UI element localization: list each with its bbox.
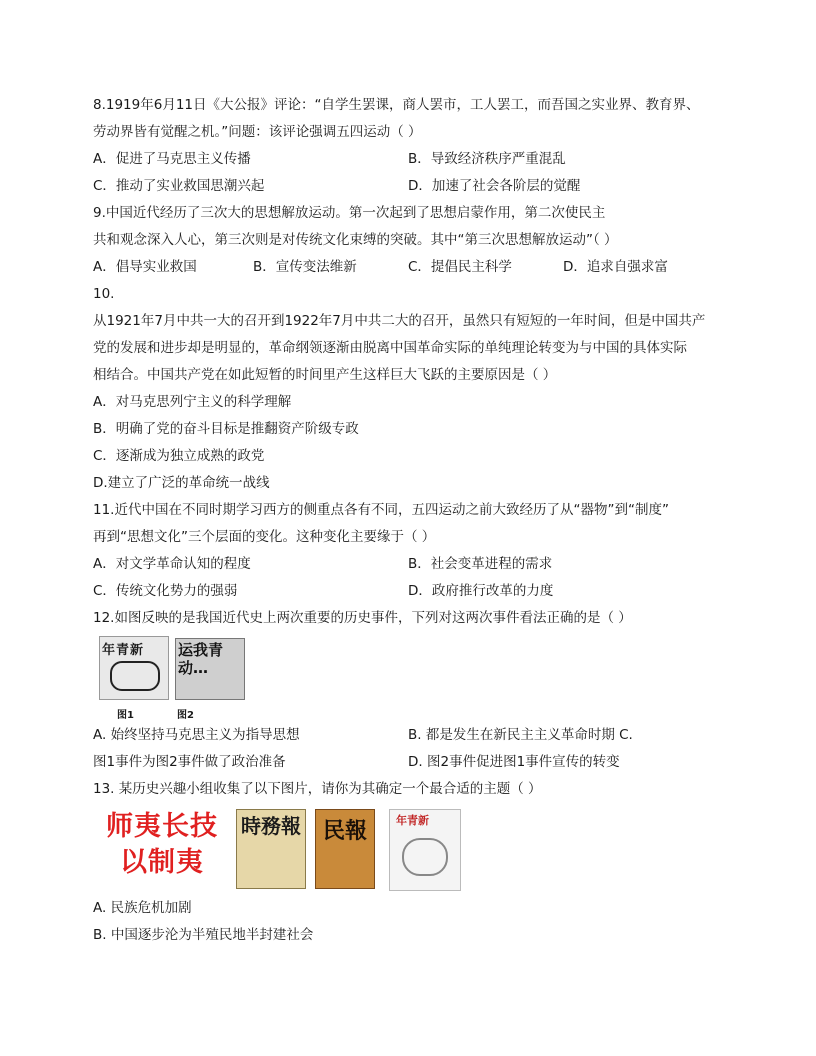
new-youth-emblem	[402, 838, 448, 876]
question-8-stem-line1: 8.1919年6月11日《大公报》评论：“自学生罢课，商人罢市，工人罢工，而吾国之实业界、教育界、	[93, 97, 700, 113]
question-11-stem-line1: 11.近代中国在不同时期学习西方的侧重点各有不同，五四运动之前大致经历了从“器物”到“制度”	[93, 502, 669, 518]
question-8	[93, 92, 733, 200]
question-9-option-d[interactable]: D．追求自强求富	[563, 259, 668, 275]
question-11-option-b[interactable]: B．社会变革进程的需求	[408, 556, 553, 572]
shiwubao-title: 時務報	[241, 814, 301, 838]
new-youth-picture	[389, 809, 461, 891]
question-10-option-a[interactable]: A．对马克思列宁主义的科学理解	[93, 394, 292, 410]
slogan-line1: 师夷长技	[106, 811, 218, 842]
question-9-stem-line1: 9.中国近代经历了三次大的思想解放运动。第一次起到了思想启蒙作用，第二次使民主	[93, 205, 606, 221]
question-9	[93, 200, 733, 281]
question-13-option-a[interactable]: A. 民族危机加剧	[93, 900, 192, 916]
question-11-options-row1	[93, 551, 733, 578]
figure-2-caption: 图2	[177, 710, 194, 721]
question-11-option-d[interactable]: D．政府推行改革的力度	[408, 583, 554, 599]
figure-1-caption: 图1	[117, 710, 134, 721]
shiwubao-picture	[236, 809, 306, 889]
question-13-pictures	[93, 809, 733, 895]
figure-2-image	[175, 638, 245, 700]
question-10-stem-line2: 党的发展和进步却是明显的，革命纲领逐渐由脱离中国革命实际的单纯理论转变为与中国的具体实际	[93, 340, 687, 356]
question-13-option-b[interactable]: B. 中国逐步沦为半殖民地半封建社会	[93, 927, 314, 943]
question-11-options-row2	[93, 578, 733, 605]
question-8-option-b[interactable]: B．导致经济秩序严重混乱	[408, 151, 566, 167]
new-youth-masthead: 年青新	[396, 814, 429, 827]
question-11	[93, 497, 733, 605]
question-11-option-c[interactable]: C．传统文化势力的强弱	[93, 583, 238, 599]
question-12-option-b[interactable]: B. 都是发生在新民主主义革命时期 C.	[408, 727, 633, 743]
figure-1-masthead: 年青新	[102, 643, 145, 658]
question-10-option-d[interactable]: D.建立了广泛的革命统一战线	[93, 475, 270, 491]
question-10-option-c[interactable]: C．逐渐成为独立成熟的政党	[93, 448, 265, 464]
slogan-line2: 以制夷	[120, 847, 204, 878]
question-11-option-a[interactable]: A．对文学革命认知的程度	[93, 556, 251, 572]
minbao-picture	[315, 809, 375, 889]
figure-1-emblem	[110, 661, 160, 691]
question-9-options	[93, 254, 733, 281]
question-12-options-row1	[93, 722, 733, 749]
question-13-stem: 13. 某历史兴趣小组收集了以下图片，请你为其确定一个最合适的主题（ ）	[93, 781, 542, 797]
question-10	[93, 281, 733, 497]
question-12	[93, 605, 733, 776]
question-9-option-a[interactable]: A．倡导实业救国	[93, 259, 197, 275]
slogan-picture	[93, 809, 231, 889]
question-8-option-d[interactable]: D．加速了社会各阶层的觉醒	[408, 178, 581, 194]
question-12-option-a[interactable]: A. 始终坚持马克思主义为指导思想	[93, 727, 300, 743]
question-12-options-row2	[93, 749, 733, 776]
figure-1-image	[99, 636, 169, 700]
question-9-stem-line2: 共和观念深入人心，第三次则是对传统文化束缚的突破。其中“第三次思想解放运动”（ ）	[93, 232, 618, 248]
question-10-stem-line1: 从1921年7月中共一大的召开到1922年7月中共二大的召开，虽然只有短短的一年时间，但是中国共产	[93, 313, 706, 329]
question-12-option-d[interactable]: D. 图2事件促进图1事件宣传的转变	[408, 754, 620, 770]
exam-page	[93, 92, 733, 949]
question-12-option-c[interactable]: 图1事件为图2事件做了政治准备	[93, 754, 286, 770]
question-8-option-a[interactable]: A．促进了马克思主义传播	[93, 151, 251, 167]
minbao-title: 民報	[322, 818, 367, 844]
question-8-stem-line2: 劳动界皆有觉醒之机。”问题：该评论强调五四运动（ ）	[93, 124, 422, 140]
question-10-number: 10.	[93, 286, 115, 302]
question-8-options-row2	[93, 173, 733, 200]
question-10-stem-line3: 相结合。中国共产党在如此短暂的时间里产生这样巨大飞跃的主要原因是（ ）	[93, 367, 557, 383]
question-8-options-row1	[93, 146, 733, 173]
question-13	[93, 776, 733, 949]
question-12-stem: 12.如图反映的是我国近代史上两次重要的历史事件，下列对这两次事件看法正确的是（ ）	[93, 610, 632, 626]
question-11-stem-line2: 再到“思想文化”三个层面的变化。这种变化主要缘于（ ）	[93, 529, 436, 545]
question-8-option-c[interactable]: C．推动了实业救国思潮兴起	[93, 178, 265, 194]
question-9-option-b[interactable]: B．宣传变法维新	[253, 259, 357, 275]
figure-2-headline: 运我青动…	[178, 641, 224, 677]
question-12-figures	[93, 636, 733, 722]
question-9-option-c[interactable]: C．提倡民主科学	[408, 259, 512, 275]
question-10-option-b[interactable]: B．明确了党的奋斗目标是推翻资产阶级专政	[93, 421, 359, 437]
